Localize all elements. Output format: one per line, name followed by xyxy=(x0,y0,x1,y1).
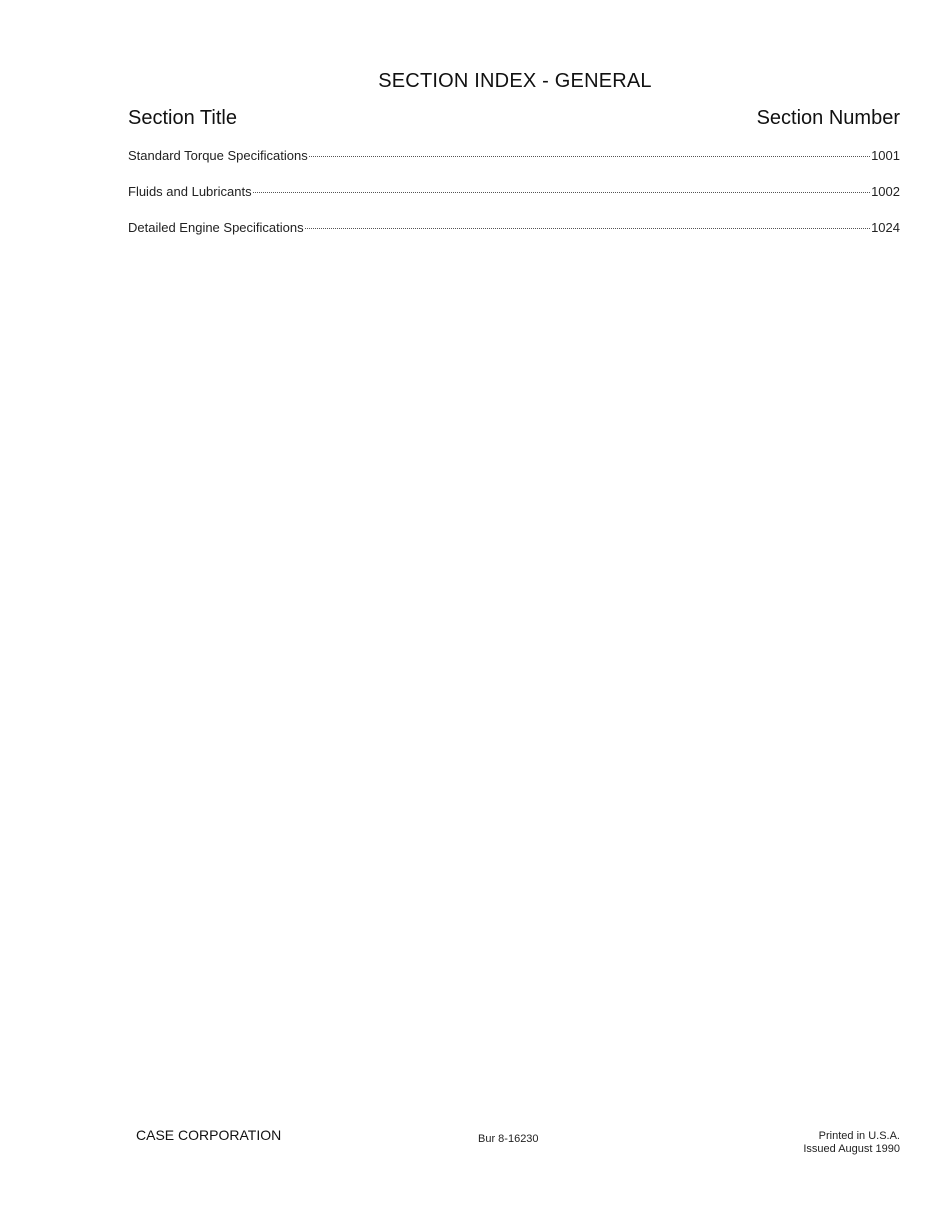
dot-leader xyxy=(305,228,870,229)
section-number-header: Section Number xyxy=(756,107,900,129)
dot-leader xyxy=(309,156,870,157)
entry-title: Fluids and Lubricants xyxy=(128,184,252,199)
section-title-header: Section Title xyxy=(128,107,237,129)
dot-leader xyxy=(253,192,871,193)
entry-title: Standard Torque Specifications xyxy=(128,148,308,163)
index-entry[interactable] xyxy=(128,220,900,256)
section-index-list xyxy=(128,148,900,256)
index-entry[interactable] xyxy=(128,184,900,220)
entry-number: 1024 xyxy=(871,220,900,235)
footer-doc-number: Bur 8-16230 xyxy=(478,1133,539,1145)
index-entry[interactable] xyxy=(128,148,900,184)
footer-issued: Issued August 1990 xyxy=(803,1143,900,1155)
entry-title: Detailed Engine Specifications xyxy=(128,220,304,235)
footer-printed: Printed in U.S.A. xyxy=(818,1130,900,1142)
footer-company: CASE CORPORATION xyxy=(136,1127,282,1143)
entry-number: 1001 xyxy=(871,148,900,163)
page-title: SECTION INDEX - GENERAL xyxy=(378,70,652,92)
footer-print-info xyxy=(803,1130,900,1156)
entry-number: 1002 xyxy=(871,184,900,199)
